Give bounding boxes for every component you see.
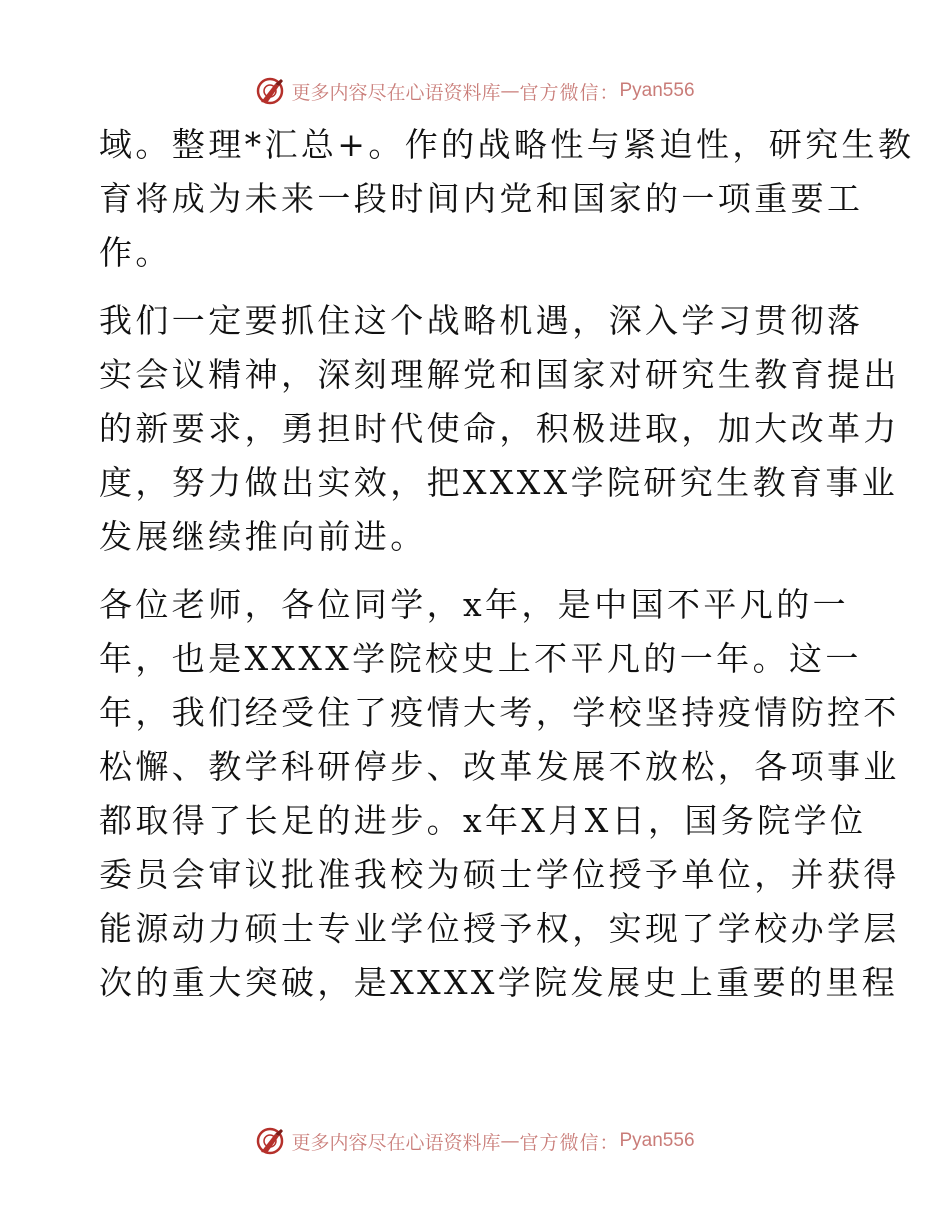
- banner-wechat-id: Pyan556: [619, 80, 695, 101]
- text-line: 年，我们经受住了疫情大考，学校坚持疫情防控不: [99, 693, 900, 732]
- text-line: 能源动力硕士专业学位授予权，实现了学校办学层: [99, 909, 900, 948]
- text-line: 实会议精神，深刻理解党和国家对研究生教育提出: [99, 355, 900, 394]
- pen-logo-icon: [255, 1126, 285, 1156]
- paragraph: [99, 118, 915, 280]
- paragraph: [99, 294, 900, 564]
- pen-logo-icon: [255, 76, 285, 106]
- text-line: 我们一定要抓住这个战略机遇，深入学习贯彻落: [99, 301, 864, 340]
- banner-separator: —: [500, 1130, 520, 1152]
- text-line: 各位老师，各位同学，x年，是中国不平凡的一: [99, 585, 850, 624]
- text-line: 域。整理*汇总+。作的战略性与紧迫性，研究生教: [99, 125, 915, 164]
- text-line: 作。: [99, 233, 172, 272]
- banner-site-text: 更多内容尽在心语资料库: [291, 81, 501, 104]
- text-line: 次的重大突破，是XXXX学院发展史上重要的里程: [99, 963, 899, 1002]
- text-line: 育将成为未来一段时间内党和国家的一项重要工: [99, 179, 864, 218]
- banner-wechat-label: 官方微信：: [519, 81, 620, 104]
- document-body: [99, 118, 915, 1010]
- banner-site-text: 更多内容尽在心语资料库: [291, 1131, 501, 1154]
- banner-wechat-label: 官方微信：: [519, 1131, 620, 1154]
- text-line: 委员会审议批准我校为硕士学位授予单位，并获得: [99, 855, 900, 894]
- paragraph: [99, 578, 900, 1010]
- text-line: 的新要求，勇担时代使命，积极进取，加大改革力: [99, 409, 900, 448]
- text-line: 发展继续推向前进。: [99, 517, 427, 556]
- text-line: 都取得了长足的进步。x年X月X日，国务院学位: [99, 801, 867, 840]
- text-line: 年，也是XXXX学院校史上不平凡的一年。这一: [99, 639, 862, 678]
- banner-separator: —: [500, 80, 520, 102]
- text-line: 松懈、教学科研停步、改革发展不放松，各项事业: [99, 747, 900, 786]
- footer-banner: [0, 1121, 950, 1161]
- header-banner: [0, 71, 950, 111]
- text-line: 度，努力做出实效，把XXXX学院研究生教育事业: [99, 463, 899, 502]
- banner-wechat-id: Pyan556: [619, 1130, 695, 1151]
